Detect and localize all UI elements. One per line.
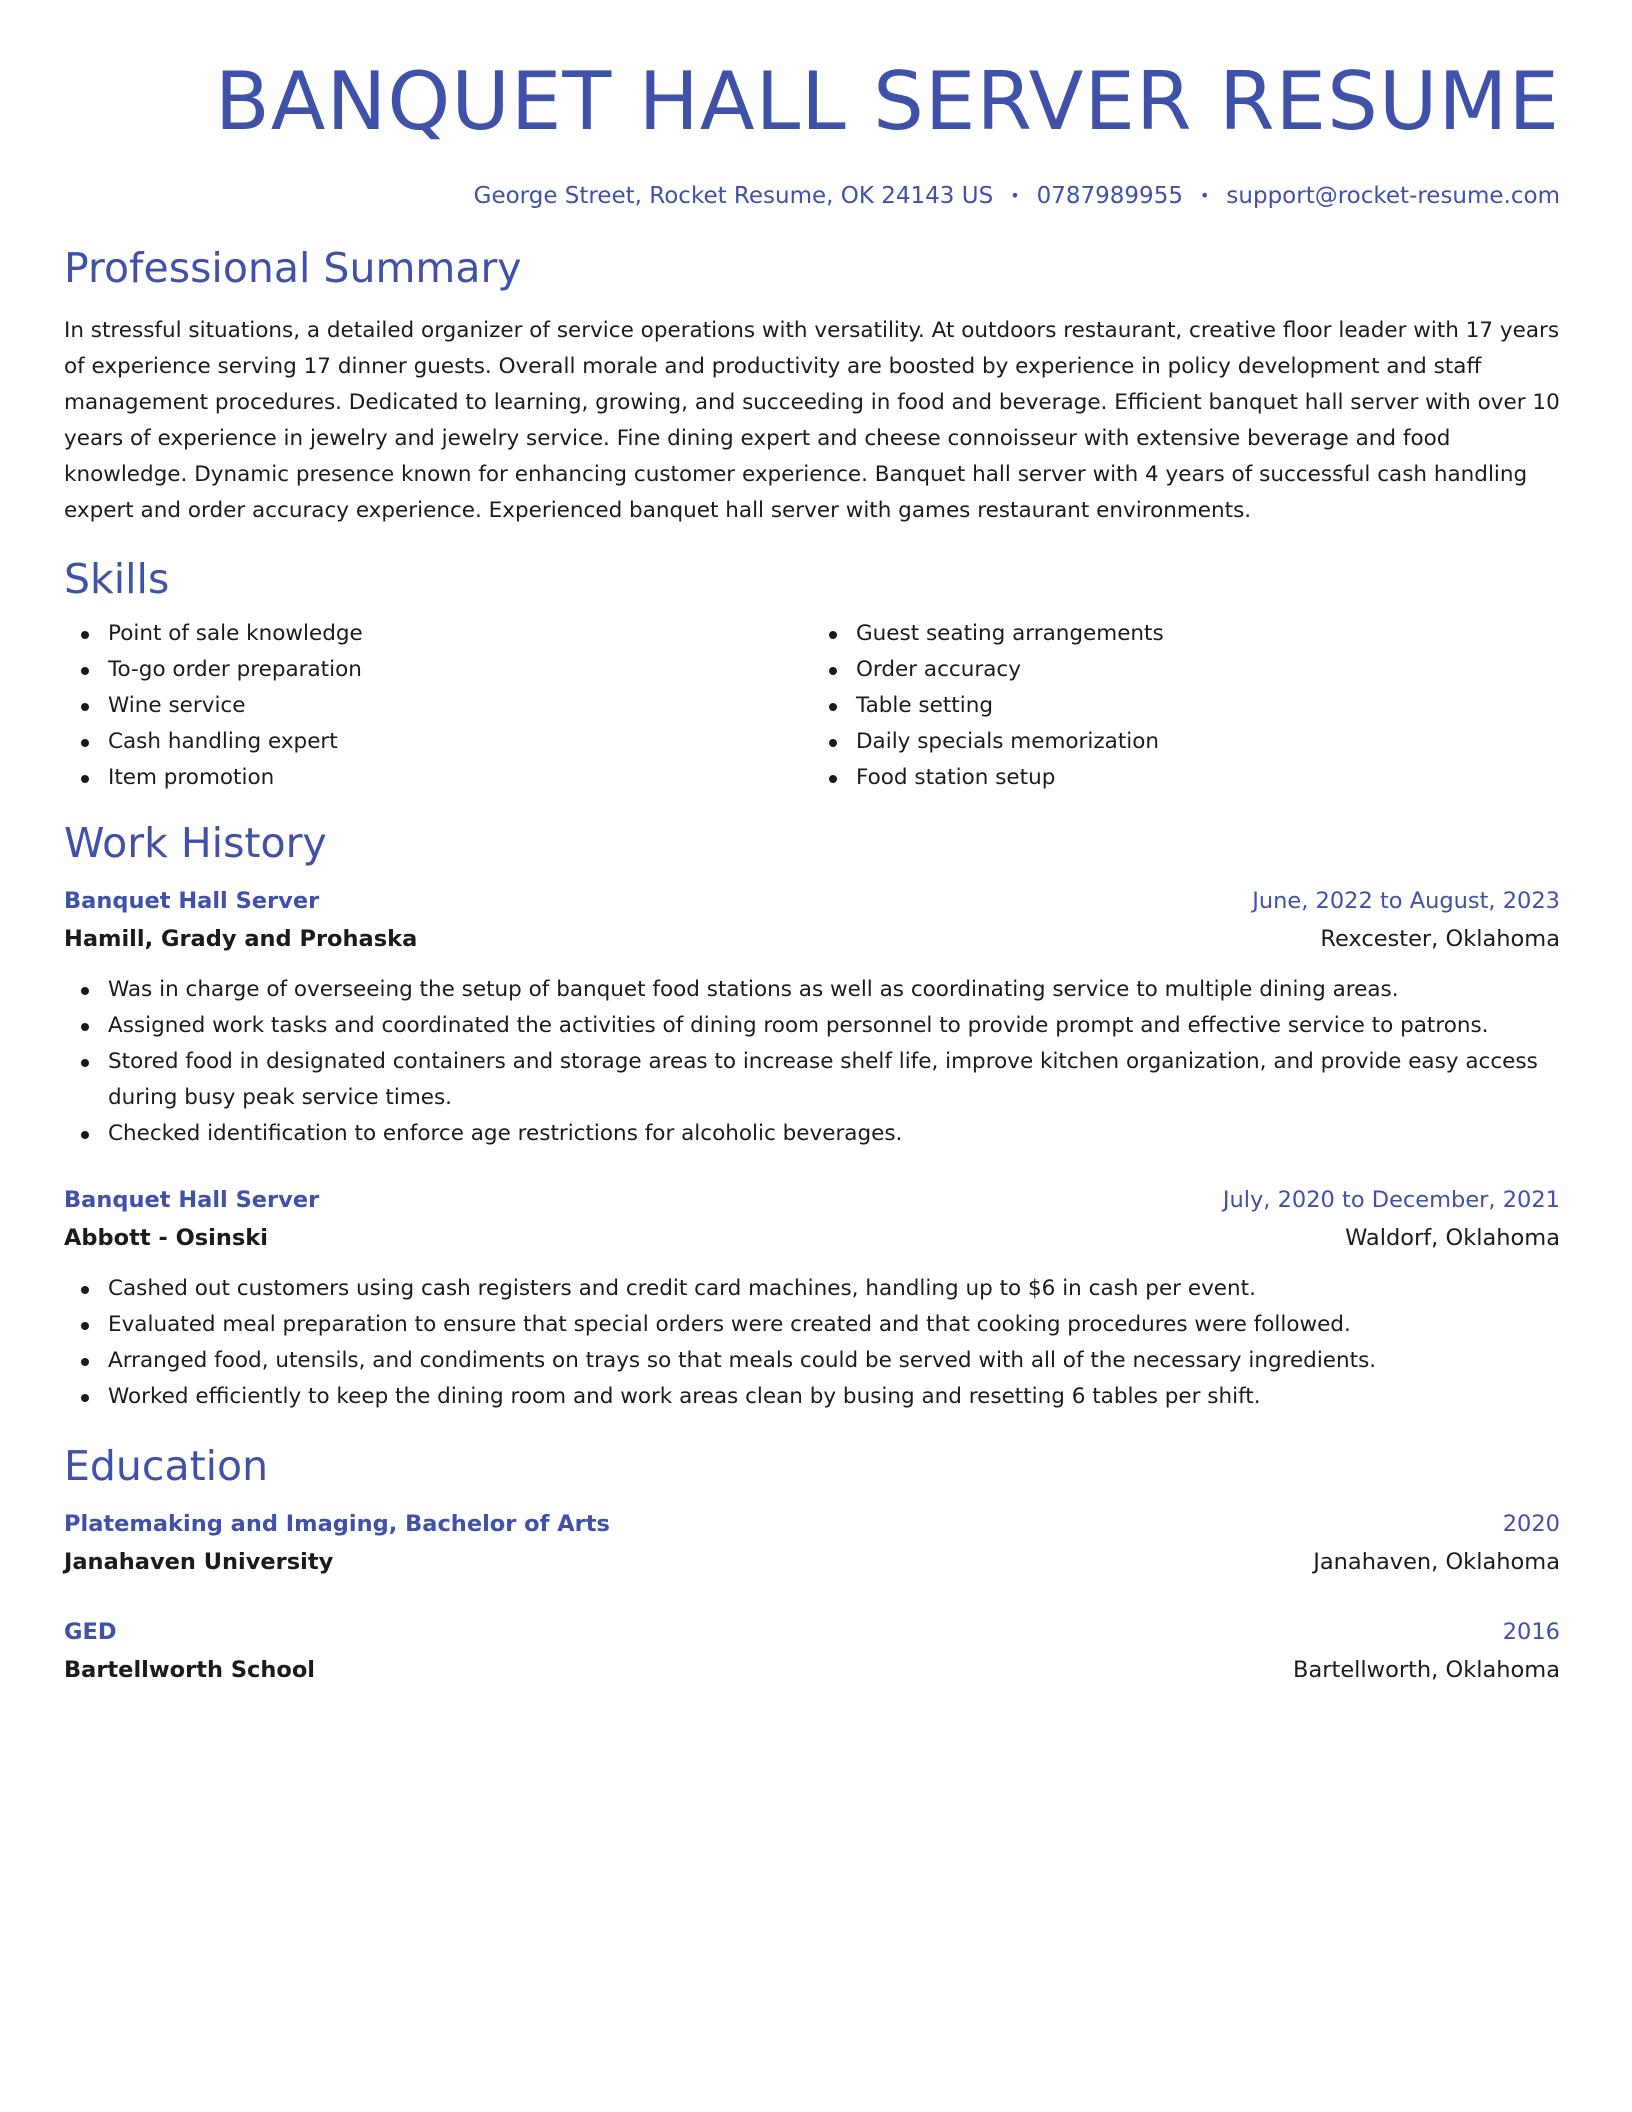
job-header (64, 1181, 1560, 1219)
job-title: Banquet Hall Server (64, 1187, 320, 1213)
skill-item: To-go order preparation (108, 652, 812, 688)
job-entry (64, 1181, 1560, 1415)
job-title: Banquet Hall Server (64, 888, 320, 914)
resume-title: BANQUET HALL SERVER RESUME (214, 55, 1560, 148)
education-year: 2020 (1502, 1511, 1560, 1537)
job-location: Waldorf, Oklahoma (1345, 1225, 1560, 1251)
duty-item: Checked identification to enforce age restrictions for alcoholic beverages. (108, 1116, 1560, 1152)
skill-item: Point of sale knowledge (108, 616, 812, 652)
contact-separator: • (1199, 186, 1210, 205)
education-heading: Education (64, 1442, 269, 1490)
skills-heading: Skills (64, 555, 170, 603)
skill-item: Table setting (856, 688, 1560, 724)
job-dates: July, 2020 to December, 2021 (1222, 1187, 1560, 1213)
job-dates: June, 2022 to August, 2023 (1252, 888, 1560, 914)
education-header (64, 1613, 1560, 1651)
skill-item: Food station setup (856, 760, 1560, 796)
skills-grid (64, 616, 1560, 796)
summary-text: In stressful situations, a detailed organizer of service operations with versatility. At outdoors restaurant, creative floor leader with 17 years of experience serving 17 dinner guests. Overall morale and productivity are boosted by experience in policy development and staff management procedures. Dedicated to learning, growing, and succeeding in food and beverage. Efficient banquet hall server with over 10 years of experience in jewelry and jewelry service. Fine dining expert and cheese connoisseur with extensive beverage and food knowledge. Dynamic presence known for enhancing customer experience. Banquet hall server with 4 years of successful cash handling expert and order accuracy experience. Experienced banquet hall server with games restaurant environments. (64, 318, 1560, 523)
skill-item: Daily specials memorization (856, 724, 1560, 760)
skill-item: Wine service (108, 688, 812, 724)
duty-item: Worked efficiently to keep the dining room and work areas clean by busing and resetting 6 tables per shift. (108, 1379, 1560, 1415)
education-degree: GED (64, 1619, 117, 1645)
education-school-row (64, 1651, 1560, 1689)
summary-heading: Professional Summary (64, 244, 522, 292)
education-location: Janahaven, Oklahoma (1313, 1549, 1560, 1575)
job-location: Rexcester, Oklahoma (1320, 926, 1560, 952)
job-header (64, 882, 1560, 920)
duty-item: Cashed out customers using cash registers and credit card machines, handling up to $6 in cash per event. (108, 1271, 1560, 1307)
work-heading: Work History (64, 819, 327, 867)
education-year: 2016 (1502, 1619, 1560, 1645)
duty-item: Stored food in designated containers and storage areas to increase shelf life, improve kitchen organization, and provide easy access during busy peak service times. (108, 1044, 1560, 1116)
job-employer-row (64, 920, 1560, 958)
skills-list-right (812, 616, 1560, 796)
education-header (64, 1505, 1560, 1543)
skill-item: Order accuracy (856, 652, 1560, 688)
education-degree: Platemaking and Imaging, Bachelor of Arts (64, 1511, 610, 1537)
contact-separator: • (1010, 186, 1020, 205)
contact-address: George Street, Rocket Resume, OK 24143 US (473, 183, 994, 209)
skills-list-left (64, 616, 812, 796)
education-school-row (64, 1543, 1560, 1581)
contact-email[interactable]: support@rocket-resume.com (1226, 183, 1560, 209)
duty-item: Evaluated meal preparation to ensure that special orders were created and that cooking procedures were followed. (108, 1307, 1560, 1343)
duty-item: Was in charge of overseeing the setup of banquet food stations as well as coordinating service to multiple dining areas. (108, 972, 1560, 1008)
skill-item: Guest seating arrangements (856, 616, 1560, 652)
education-entry (64, 1505, 1560, 1581)
education-school: Janahaven University (64, 1549, 334, 1575)
resume-page (64, 52, 1560, 1689)
job-entry (64, 882, 1560, 1152)
job-employer-row (64, 1219, 1560, 1257)
skill-item: Cash handling expert (108, 724, 812, 760)
contact-line (64, 180, 1560, 212)
contact-phone: 0787989955 (1036, 183, 1183, 209)
job-employer: Hamill, Grady and Prohaska (64, 926, 418, 952)
skill-item: Item promotion (108, 760, 812, 796)
education-entry (64, 1613, 1560, 1689)
education-location: Bartellworth, Oklahoma (1293, 1657, 1560, 1683)
duty-item: Assigned work tasks and coordinated the activities of dining room personnel to provide prompt and effective service to patrons. (108, 1008, 1560, 1044)
job-employer: Abbott - Osinski (64, 1225, 268, 1251)
job-duties (64, 1271, 1560, 1415)
job-duties (64, 972, 1560, 1152)
duty-item: Arranged food, utensils, and condiments on trays so that meals could be served with all of the necessary ingredients. (108, 1343, 1560, 1379)
education-school: Bartellworth School (64, 1657, 316, 1683)
